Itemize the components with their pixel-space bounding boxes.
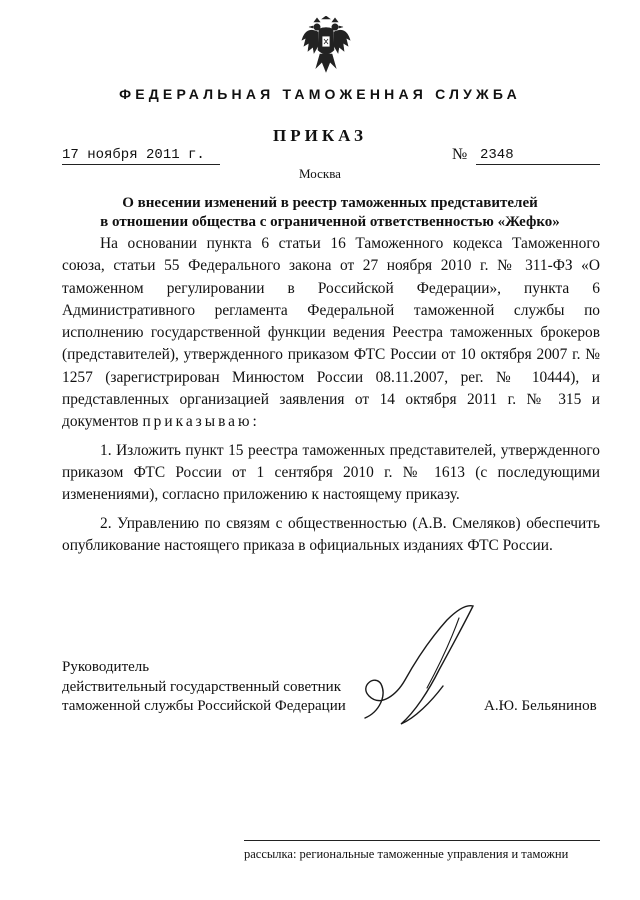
- order-number: 2348: [476, 146, 600, 165]
- heading-line-2: в отношении общества с ограниченной ответственностью «Жефко»: [100, 214, 560, 230]
- document-type: ПРИКАЗ: [273, 126, 367, 145]
- number-label: №: [452, 146, 468, 163]
- heading-line-1: О внесении изменений в реестр таможенных представителей: [122, 195, 538, 211]
- order-item-2: 2. Управлению по связям с общественностью (А.В. Смеляков) обеспечить опубликование настоящего приказа в официальных изданиях ФТС России.: [62, 514, 600, 554]
- signatory-line-2: действительный государственный советник: [62, 678, 342, 695]
- city: Москва: [299, 166, 341, 181]
- distribution-list: рассылка: региональные таможенные управления и таможни: [244, 847, 569, 861]
- agency-name: ФЕДЕРАЛЬНАЯ ТАМОЖЕННАЯ СЛУЖБА: [119, 86, 521, 102]
- order-word: приказываю:: [142, 413, 260, 431]
- signatory-name: А.Ю. Бельянинов: [484, 698, 597, 714]
- order-heading: [60, 194, 600, 232]
- signatory-position: [62, 658, 346, 717]
- preamble-text: На основании пункта 6 статьи 16 Таможенного кодекса Таможенного союза, статьи 55 Федерального закона от 27 ноября 2010 г. № 311-ФЗ «О таможенном регулировании в Российской Федерации», пункта 6 Административного регламента Федеральной таможенной службы по исполнению государственной функции ведения Реестра таможенных брокеров (представителей), утвержденного приказом ФТС России от 10 октября 2007 г. № 1257 (зарегистрирован Минюстом России 08.11.2007, рег. № 10444), и представленных организацией заявления от 14 октября 2011 г. № 315 и документов: [62, 235, 600, 431]
- coat-of-arms-icon: [300, 16, 352, 76]
- handwritten-signature: [355, 600, 505, 735]
- order-body: [62, 233, 600, 557]
- order-date: 17 ноября 2011 г.: [62, 146, 220, 165]
- signatory-line-3: таможенной службы Российской Федерации: [62, 698, 346, 714]
- preamble-paragraph: [62, 233, 600, 434]
- footer-divider: [244, 840, 600, 841]
- signatory-line-1: Руководитель: [62, 659, 150, 675]
- order-item-1: 1. Изложить пункт 15 реестра таможенных представителей, утвержденного приказом ФТС России от 1 сентября 2010 г. № 1613 (с последующими изменениями), согласно приложению к настоящему приказу.: [62, 441, 600, 504]
